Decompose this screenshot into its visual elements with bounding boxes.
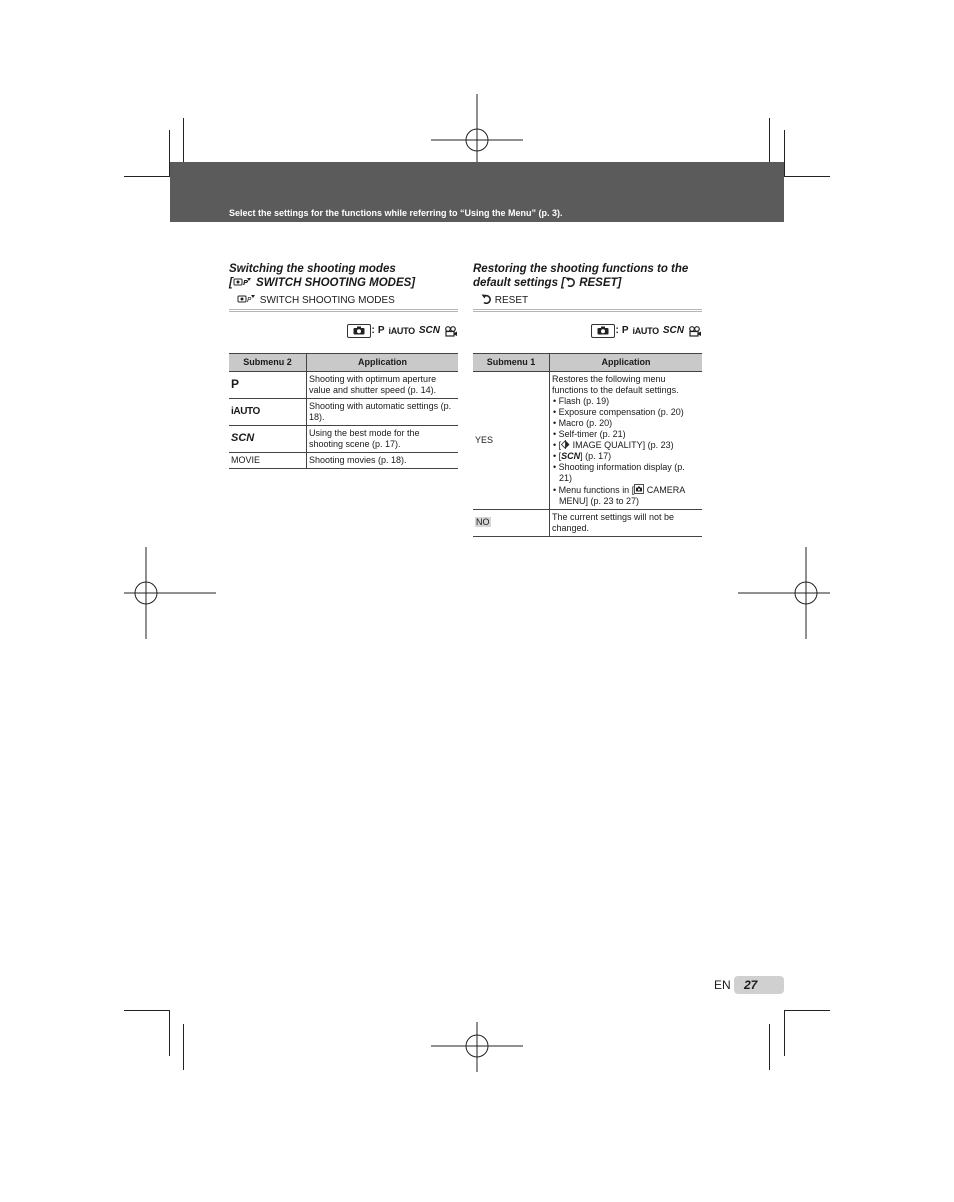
scn-label: SCN: [561, 450, 581, 461]
section-title: [229, 262, 458, 290]
camera-icon: [591, 324, 615, 338]
table-row: [229, 371, 458, 398]
movie-icon: [688, 326, 702, 337]
reset-icon: [565, 276, 576, 287]
application-text: Shooting with automatic settings (p. 18).: [307, 398, 459, 425]
col-header-submenu: Submenu 1: [473, 353, 550, 371]
crop-mark: [784, 176, 830, 177]
submenu-table: [229, 353, 458, 469]
submenu-p: P: [231, 376, 240, 391]
menu-path: [229, 293, 458, 312]
crop-mark: [769, 1024, 770, 1070]
section-title-prefix: default settings [: [473, 277, 566, 289]
bullet-prefix: • [: [553, 439, 562, 450]
registration-mark-left: [124, 547, 216, 639]
application-text: [550, 371, 703, 509]
crop-mark: [183, 1024, 184, 1070]
mode-iauto: iAUTO: [388, 326, 415, 336]
menu-path: [473, 293, 702, 312]
registration-mark-bottom: [431, 1000, 523, 1092]
svg-text:P: P: [242, 279, 248, 287]
reset-icon: [481, 293, 492, 304]
table-row: [229, 398, 458, 425]
crop-mark: [784, 1010, 785, 1056]
section-title-suffix: RESET]: [576, 277, 622, 289]
submenu-no: NO: [476, 517, 490, 528]
crop-mark: [183, 118, 184, 162]
language-label: EN: [714, 978, 731, 992]
application-text: Shooting with optimum aperture value and shutter speed (p. 14).: [307, 371, 459, 398]
mode-p: P: [621, 325, 629, 336]
page-number-value: 27: [734, 976, 784, 994]
submenu-scn: SCN: [231, 432, 255, 445]
submenu-iauto: iAUTO: [231, 406, 260, 418]
submenu-table: [473, 353, 702, 537]
crop-mark: [784, 130, 785, 176]
image-quality-icon: [561, 440, 570, 449]
reset-item: • Flash (p. 19): [553, 395, 610, 406]
header-instruction: Select the settings for the functions while referring to “Using the Menu” (p. 3).: [229, 208, 563, 218]
header-band: [170, 162, 784, 222]
bullet-suffix: CAMERA MENU] (p. 23 to 27): [559, 484, 685, 506]
reset-item: • Self-timer (p. 21): [553, 428, 626, 439]
section-title-line2: [473, 276, 702, 290]
application-text: The current settings will not be changed.: [550, 509, 703, 536]
menu-path-label: SWITCH SHOOTING MODES: [259, 295, 395, 306]
crop-mark: [769, 118, 770, 162]
reset-item-camera-menu: [552, 484, 700, 507]
table-row: [229, 452, 458, 468]
submenu-yes: YES: [473, 371, 550, 509]
page-number: [714, 976, 784, 994]
section-switch-shooting-modes: [229, 262, 458, 469]
crop-mark: [124, 1010, 170, 1011]
crop-mark: [784, 1010, 830, 1011]
reset-item-scn: [552, 451, 700, 462]
bullet-prefix: • [: [553, 450, 562, 461]
col-header-application: Application: [307, 353, 459, 371]
switch-modes-icon: [233, 276, 253, 287]
table-row: [229, 425, 458, 452]
reset-item-image-quality: [552, 440, 700, 451]
mode-scn: SCN: [418, 325, 440, 336]
registration-mark-right: [738, 547, 830, 639]
section-title-line1: Switching the shooting modes: [229, 263, 396, 275]
crop-mark: [124, 176, 170, 177]
reset-item: • Macro (p. 20): [553, 417, 613, 428]
section-reset: [473, 262, 702, 537]
section-title-line2: [229, 276, 458, 290]
section-title-line1: Restoring the shooting functions to the: [473, 263, 689, 275]
section-title: [473, 262, 702, 290]
application-text: Using the best mode for the shooting scene (p. 17).: [307, 425, 459, 452]
application-text: Shooting movies (p. 18).: [307, 452, 459, 468]
switch-modes-icon: [237, 293, 257, 304]
mode-scn: SCN: [662, 325, 684, 336]
available-modes: : P iAUTO SCN: [473, 324, 702, 339]
reset-item: • Shooting information display (p. 21): [553, 461, 685, 483]
col-header-application: Application: [550, 353, 703, 371]
bullet-suffix: ] (p. 17): [580, 450, 612, 461]
camera-icon: [347, 324, 371, 338]
crop-mark: [169, 1010, 170, 1056]
section-title-menu-name: SWITCH SHOOTING MODES]: [256, 277, 416, 289]
table-row: [473, 509, 702, 536]
table-row: [473, 371, 702, 509]
svg-text:P: P: [247, 296, 252, 304]
camera-menu-icon: [634, 484, 644, 494]
available-modes: : P iAUTO SCN: [229, 324, 458, 339]
bracket: [: [229, 277, 233, 289]
submenu-movie: MOVIE: [229, 452, 307, 468]
reset-item: • Exposure compensation (p. 20): [553, 406, 684, 417]
bullet-suffix: IMAGE QUALITY] (p. 23): [570, 439, 674, 450]
mode-iauto: iAUTO: [632, 326, 659, 336]
mode-p: P: [377, 325, 385, 336]
bullet-prefix: • Menu functions in [: [553, 484, 635, 495]
col-header-submenu: Submenu 2: [229, 353, 307, 371]
reset-intro: Restores the following menu functions to the default settings.: [552, 373, 679, 395]
menu-path-label: RESET: [494, 295, 529, 306]
movie-icon: [444, 326, 458, 337]
